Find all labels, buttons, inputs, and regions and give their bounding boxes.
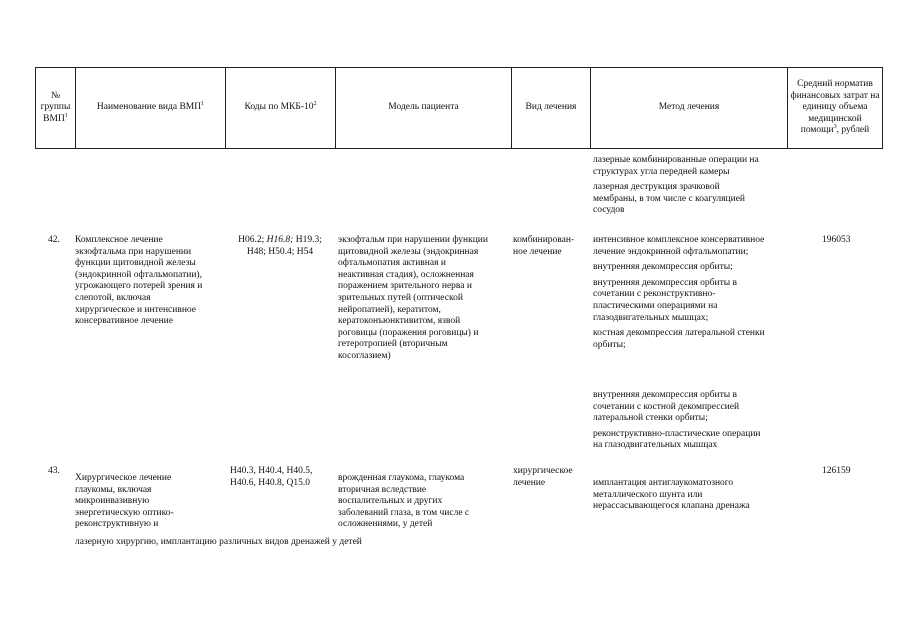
header-icd-codes: Коды по МКБ-$10^2$ <box>244 101 317 113</box>
method-item: реконструктивно-пластические операции на глазодвигательных мышцах <box>593 428 761 451</box>
row-42-methods-list <box>593 235 803 355</box>
header-avg-cost: Средний норматив финансовых затрат на единицу объема медицинской помощи$^3$, рублей <box>790 79 880 136</box>
row-42-icd-codes: H06.2; H16.8; H19.3; H48; H50.4; H54 <box>238 235 322 257</box>
method-item: внутренняя декомпрессия орбиты в сочетании с реконструктивно- пластическими операциями на глазодвигательных мышцах; <box>593 277 737 323</box>
row-43-method: имплантация антиглаукоматозного металлического шунта или нерассасывающегося клапана дренажа <box>593 478 750 512</box>
row-43-cost: 126159 <box>822 466 851 476</box>
row-43-treatment-type: хирургическое лечение <box>513 466 573 488</box>
header-treatment-type: Вид лечения <box>525 102 577 113</box>
row-42-cost: 196053 <box>822 235 851 245</box>
row-43-icd-codes: H40.3, H40.4, H40.5, H40.6, H40.8, Q15.0 <box>230 466 313 488</box>
header-group-no: № группы ВМП$^1$ <box>40 90 71 124</box>
row-43-vmp-name-tail: лазерную хирургию, имплантацию различных видов дренажей у детей <box>75 537 362 547</box>
row-43-vmp-name: Хирургическое лечение глаукомы, включая микроинвазивную энергетическую оптико- реконструктивную и <box>75 473 174 530</box>
method-item: внутренняя декомпрессия орбиты в сочетании с костной декомпрессией латеральной стенки орбиты; <box>593 390 740 424</box>
method-item: интенсивное комплексное консервативное лечение эндокринной офтальмопатии; <box>593 235 765 257</box>
top-methods-list <box>593 155 803 221</box>
row-42-vmp-name: Комплексное лечение экзофтальма при нарушении функции щитовидной железы (эндокринной офтальмопатии), угрожающего потерей зрения и слепотой, включая хирургическое и интенсивное консервативное лечение <box>75 235 203 327</box>
method-item: костная декомпрессия латеральной стенки орбиты; <box>593 328 765 350</box>
method-item: внутренняя декомпрессия орбиты; <box>593 262 733 273</box>
header-treatment-method: Метод лечения <box>658 102 720 113</box>
mid-methods-list <box>593 390 803 456</box>
method-item: лазерные комбинированные операции на структурах угла передней камеры <box>593 155 759 177</box>
table-header <box>35 67 883 149</box>
row-42-treatment-type: комбинирован- ное лечение <box>513 235 575 257</box>
method-item: лазерная деструкция зрачковой мембраны, в том числе с коагуляцией сосудов <box>593 182 746 216</box>
header-vmp-name: Наименование вида ВМП$^1$ <box>96 101 205 113</box>
row-42-number: 42. <box>48 235 60 245</box>
row-43-number: 43. <box>48 466 60 476</box>
header-patient-model: Модель пациента <box>388 102 459 113</box>
row-43-patient-model: врожденная глаукома, глаукома вторичная вследствие воспалительных и других заболеваний глаза, в том числе с осложнениями, у детей <box>338 473 470 530</box>
row-42-patient-model: экзофтальм при нарушении функции щитовидной железы (эндокринная офтальмопатия активная и неактивная стадия), осложненная поражением зрительного нерва и зрительных путей (оптической нейропатией), кератитом, кератоконъюнктивитом, язвой роговицы (поражения роговицы) и гетеротропией (вторичным косоглазием) <box>338 235 488 361</box>
